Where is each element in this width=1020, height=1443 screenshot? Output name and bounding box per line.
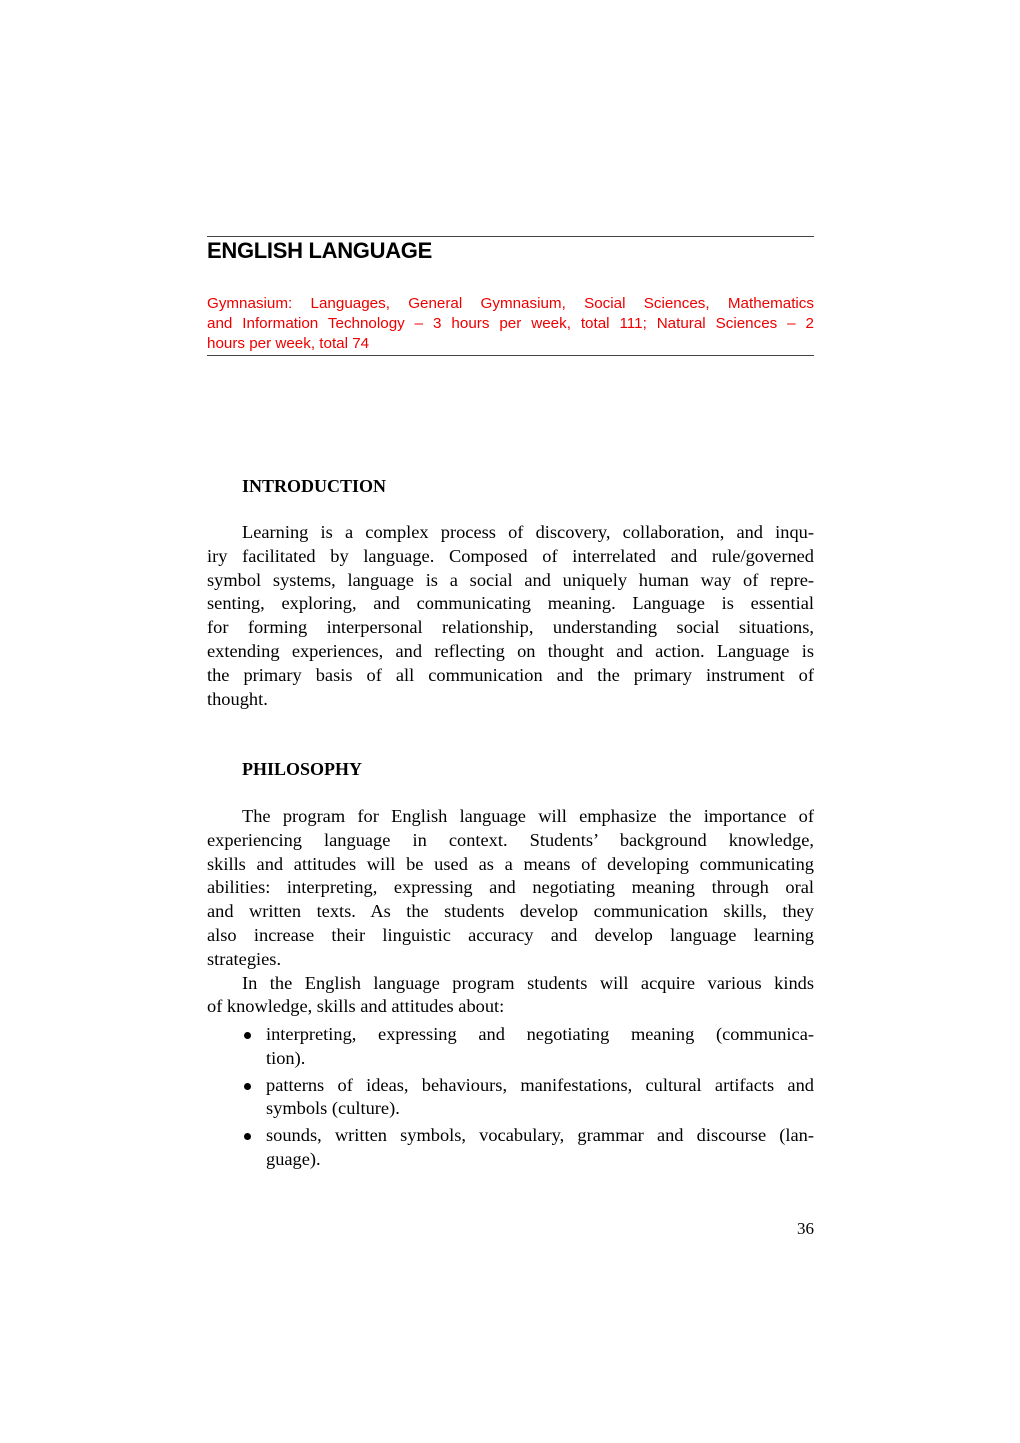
paragraph-line: The program for English language will emphasize the importance of bbox=[242, 806, 814, 826]
paragraph-line: symbol systems, language is a social and uniquely human way of repre- bbox=[207, 569, 814, 590]
bullet-line: guage). bbox=[266, 1148, 321, 1169]
bullet-line: symbols (culture). bbox=[266, 1098, 400, 1119]
paragraph-line: also increase their linguistic accuracy and develop language learning bbox=[207, 924, 814, 945]
paragraph-line: experiencing language in context. Students’ background knowledge, bbox=[207, 829, 814, 850]
paragraph-line: strategies. bbox=[207, 948, 282, 969]
page-number: 36 bbox=[797, 1219, 814, 1238]
bullet-item bbox=[207, 1023, 814, 1071]
knowledge-bullet-list bbox=[207, 1023, 814, 1175]
subtitle-line: hours per week, total 74 bbox=[207, 335, 370, 352]
bullet-line: sounds, written symbols, vocabulary, grammar and discourse (lan- bbox=[266, 1125, 814, 1146]
document-title: ENGLISH LANGUAGE bbox=[207, 238, 432, 263]
course-hours-subtitle bbox=[207, 294, 814, 354]
paragraph-line: of knowledge, skills and attitudes about: bbox=[207, 996, 505, 1017]
top-rule bbox=[207, 236, 814, 237]
philosophy-paragraph bbox=[207, 805, 814, 1019]
section-heading-philosophy: PHILOSOPHY bbox=[242, 759, 363, 779]
paragraph-line: and written texts. As the students develop communication skills, they bbox=[207, 901, 814, 922]
paragraph-line: senting, exploring, and communicating meaning. Language is essential bbox=[207, 593, 814, 614]
paragraph-line: the primary basis of all communication and the primary instrument of bbox=[207, 664, 814, 685]
bullet-line: tion). bbox=[266, 1047, 306, 1068]
bottom-rule bbox=[207, 355, 814, 356]
paragraph-line: iry facilitated by language. Composed of interrelated and rule/governed bbox=[207, 545, 814, 566]
subtitle-line: Gymnasium: Languages, General Gymnasium, Social Sciences, Mathematics bbox=[207, 295, 814, 312]
paragraph-line: Learning is a complex process of discovery, collaboration, and inqu- bbox=[242, 522, 814, 542]
paragraph-line: In the English language program students will acquire various kinds bbox=[242, 972, 814, 993]
bullet-item bbox=[207, 1124, 814, 1172]
bullet-icon bbox=[244, 1032, 251, 1039]
bullet-line: interpreting, expressing and negotiating meaning (communica- bbox=[266, 1024, 814, 1044]
paragraph-line: thought. bbox=[207, 688, 268, 709]
paragraph-line: abilities: interpreting, expressing and negotiating meaning through oral bbox=[207, 877, 814, 898]
bullet-line: patterns of ideas, behaviours, manifestations, cultural artifacts and bbox=[266, 1074, 814, 1095]
section-heading-introduction: INTRODUCTION bbox=[242, 476, 387, 496]
introduction-paragraph bbox=[207, 521, 814, 711]
paragraph-line: extending experiences, and reflecting on thought and action. Language is bbox=[207, 640, 814, 661]
subtitle-line: and Information Technology – 3 hours per week, total 111; Natural Sciences – 2 bbox=[207, 315, 814, 332]
bullet-icon bbox=[244, 1133, 251, 1140]
bullet-item bbox=[207, 1074, 814, 1122]
bullet-icon bbox=[244, 1083, 251, 1090]
paragraph-line: for forming interpersonal relationship, understanding social situations, bbox=[207, 617, 814, 638]
paragraph-line: skills and attitudes will be used as a means of developing communicating bbox=[207, 853, 814, 874]
